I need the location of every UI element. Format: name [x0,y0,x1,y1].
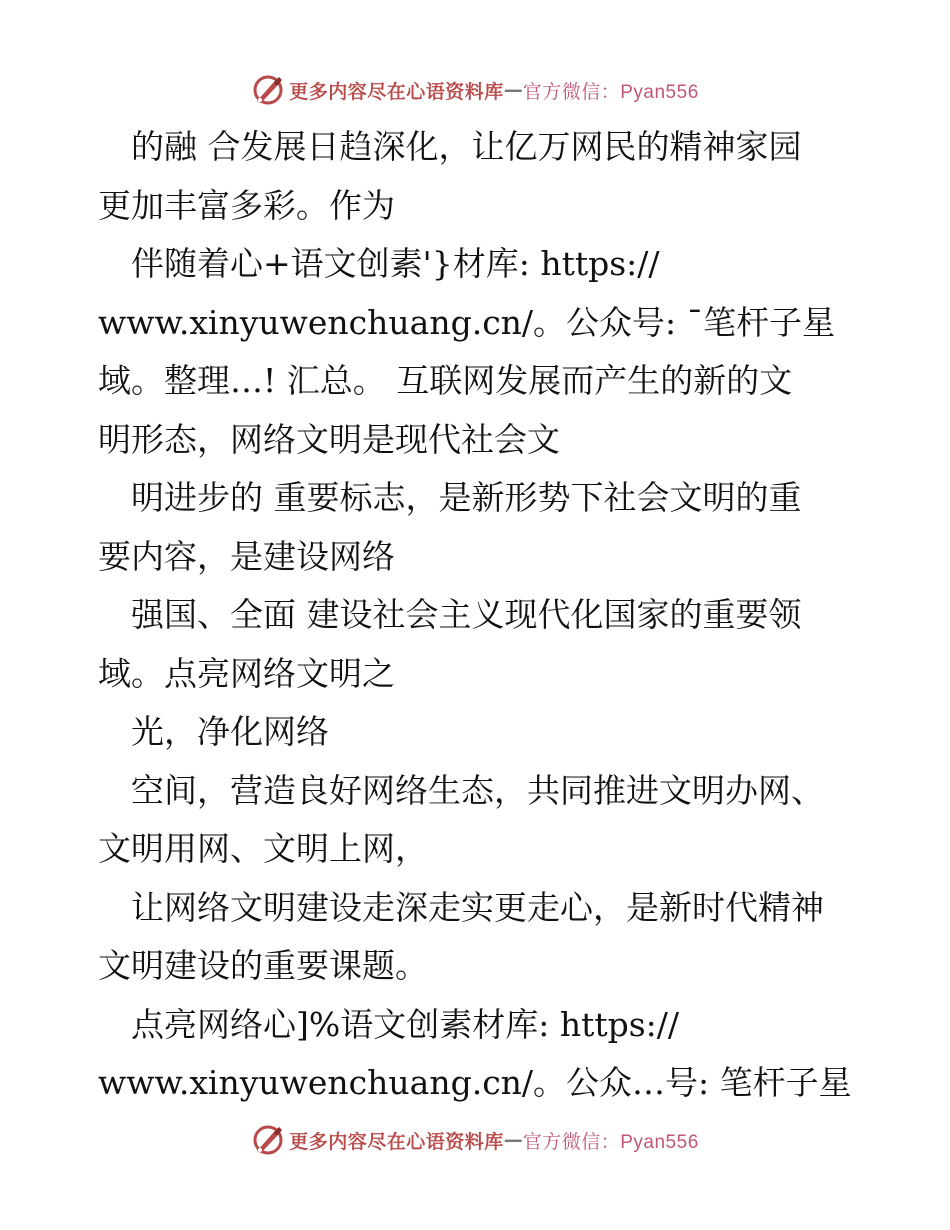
body-line: 明进步的 重要标志，是新形势下社会文明的重 [98,478,802,517]
banner-separator: — [503,1129,523,1151]
body-line: 让网络文明建设走深走实更走心，是新时代精神 [98,887,824,927]
body-line: 要内容，是建设网络 [98,536,395,576]
banner-text: 更多内容尽在心语资料库 [289,1130,504,1153]
body-line: 域。点亮网络文明之 [98,653,395,693]
body-line: 点亮网络心]%语文创素材库: https:// [98,1004,680,1044]
banner-wechat: 官方微信：Pyan556 [522,81,699,103]
body-line: 明形态，网络文明是现代社会文 [98,419,560,459]
pen-logo-icon [251,73,285,107]
body-line: 光，净化网络 [98,712,329,751]
body-line: www.xinyuwenchuang.cn/。公众号: ¯笔杆子星 [98,302,836,342]
body-line: 更加丰富多彩。作为 [98,185,395,225]
body-line: www.xinyuwenchuang.cn/。公众…号: 笔杆子星 [98,1063,852,1102]
body-line: 强国、全面 建设社会主义现代化国家的重要领 [98,595,802,634]
banner-wechat: 官方微信：Pyan556 [522,1131,699,1153]
pen-logo-icon [251,1123,285,1157]
footer-banner [0,1120,950,1160]
body-line: 域。整理…! 汇总。 互联网发展而产生的新的文 [98,361,793,400]
document-body [98,118,858,1113]
body-line: 文明用网、文明上网， [98,829,428,868]
body-line: 伴随着心+语文创素'}材库: https:// [98,244,660,283]
body-line: 的融 合发展日趋深化，让亿万网民的精神家园 [98,127,802,166]
body-line: 文明建设的重要课题。 [98,946,428,985]
banner-text: 更多内容尽在心语资料库 [289,80,504,103]
banner-separator: — [503,79,523,101]
header-banner [0,70,950,110]
body-line: 空间，营造良好网络生态，共同推进文明办网、 [98,770,824,810]
